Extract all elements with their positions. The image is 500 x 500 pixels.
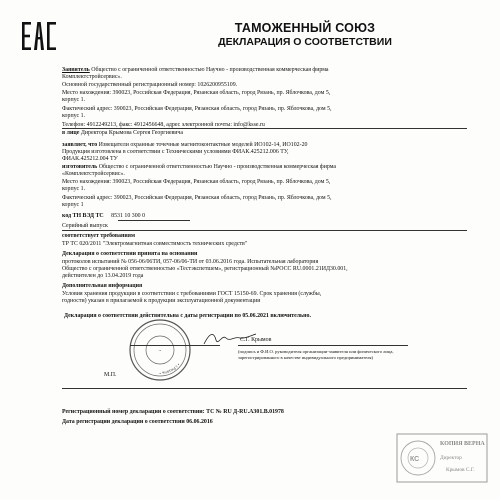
extra-storage-cont: годности) указан в прилагаемой к продукции эксплуатационной документации xyxy=(62,298,261,304)
extra-label: Дополнительная информация xyxy=(62,283,143,289)
copy-stamp-position: Директор xyxy=(440,455,462,461)
manufacturer-name-cont: «Комплектстройсервис». xyxy=(62,171,125,177)
release-type: Серийный выпуск xyxy=(62,223,108,229)
declares-label: заявляет, что xyxy=(62,142,98,148)
divider xyxy=(62,128,467,129)
declaration-title: ДЕКЛАРАЦИЯ О СООТВЕТСТВИИ xyxy=(218,36,392,48)
basis-protocols: протоколов испытаний № 056-06/06ТИ, 057-06/06-ТИ от 03.06.2016 года. Испытательная лаборатория xyxy=(62,259,319,265)
applicant-phone: Телефон: 4912249213, факс: 4912456648, адрес электронной почты: info@ksse.ru xyxy=(62,122,265,128)
registration-number-label: Регистрационный номер декларации о соответствии: xyxy=(62,409,205,415)
applicant-name: Общество с ограниченной ответственностью Научно - производственная коммерческая фирма xyxy=(91,67,329,73)
divider xyxy=(62,230,467,231)
registration-date: 06.06.2016 xyxy=(186,419,213,425)
registration-number-line xyxy=(62,409,284,416)
manufacturer-name: Общество с ограниченной ответственностью Научно - производственная коммерческая фирма xyxy=(98,164,337,170)
applicant-ogrn: Основной государственный регистрационный номер: 1026200955109. xyxy=(62,82,238,88)
compliance-label: соответствует требованиям xyxy=(62,233,135,239)
applicant-line xyxy=(62,67,329,74)
extra-storage: Условия хранения продукции в соответствии с требованиями ГОСТ 15150-69. Срок хранения (службы, xyxy=(62,291,322,297)
svg-text:~: ~ xyxy=(158,348,162,353)
declares-spec-cont: ФИАК.425212.004 ТУ xyxy=(62,156,118,162)
tnved-underline xyxy=(118,220,190,221)
tnved-line xyxy=(62,213,145,220)
manufacturer-actual-address-cont: корпус 1 xyxy=(62,202,84,208)
applicant-actual-address-cont: корпус 1. xyxy=(62,113,86,119)
applicant-location-cont: корпус 1. xyxy=(62,97,86,103)
svg-text:КС: КС xyxy=(410,456,420,463)
tnved-label: код ТН ВЭД ТС xyxy=(62,213,104,219)
person-prefix: в лице xyxy=(62,130,80,136)
basis-label: Декларация о соответствии принята на основании xyxy=(62,251,198,257)
declares-spec: Продукция изготовлена в соответствии с Техническими условиями ФИАК.425212.006 ТУ, xyxy=(62,149,289,155)
seal-ring-text: • г.Рязань • xyxy=(159,362,181,377)
tnved-value: 8531 10 300 0 xyxy=(111,213,146,219)
company-seal-icon xyxy=(128,318,192,382)
divider xyxy=(62,388,467,389)
manufacturer-location-cont: корпус 1. xyxy=(62,186,86,192)
copy-stamp-title: КОПИЯ ВЕРНА xyxy=(440,441,485,447)
person-name: Директора Крымова Сергея Георгиевича xyxy=(80,130,183,136)
applicant-label: Заявитель xyxy=(62,67,90,73)
declares-line xyxy=(62,142,307,149)
manufacturer-label: изготовитель xyxy=(62,164,98,170)
manufacturer-actual-address: Фактический адрес: 390023, Российская Федерация, Рязанская область, город Рязань, пр. Яблочкова, дом 5, xyxy=(62,195,332,201)
manufacturer-line xyxy=(62,164,336,171)
copy-certified-stamp-icon xyxy=(396,433,488,483)
validity-text: Декларация о соответствии действительна с даты регистрации по 05.06.2021 включительно. xyxy=(64,313,311,319)
applicant-person-line xyxy=(62,130,183,137)
signature-line xyxy=(130,345,220,346)
applicant-location: Место нахождения: 390023, Российская Федерация, Рязанская область, город Рязань, пр. Яблочкова, дом 5, xyxy=(62,90,331,96)
signature-caption-cont: зарегистрированного в качестве индивидуального предпринимателя) xyxy=(238,355,374,360)
registration-number: ТС № RU Д-RU.АЗ01.В.01978 xyxy=(206,409,284,415)
registration-date-label: Дата регистрации декларации о соответствии xyxy=(62,419,185,425)
eac-logo-icon xyxy=(22,22,56,50)
name-line xyxy=(238,345,408,346)
applicant-name-cont: Комплектстройсервис». xyxy=(62,74,122,80)
copy-stamp-name: Крымов С.Г. xyxy=(446,467,475,473)
registration-date-line xyxy=(62,419,213,426)
signature-caption: (подпись и Ф.И.О. руководителя организации-заявителя или физического лица, xyxy=(238,349,394,354)
compliance-value: ТР ТС 020/2011 "Электромагнитная совместимость технических средств" xyxy=(62,241,248,247)
stamp-place: М.П. xyxy=(104,372,117,378)
basis-validity: действителен до 13.04.2019 года xyxy=(62,273,144,279)
basis-lab: Общество с ограниченной ответственностью «Тестэкспетшем», регистрационный №РОСС RU.0001.21ИД30.001, xyxy=(62,266,348,272)
declares-product: Извещатели охранные точечные магнитоконтактные моделей ИО102-14, ИО102-20 xyxy=(98,142,308,148)
applicant-actual-address: Фактический адрес: 390023, Российская Федерация, Рязанская область, город Рязань, пр. Яблочкова, дом 5, xyxy=(62,106,332,112)
signer-name: С.Г. Крымов xyxy=(240,337,272,343)
manufacturer-location: Место нахождения: 390023, Российская Федерация, Рязанская область, город Рязань, пр. Яблочкова, дом 5, xyxy=(62,179,331,185)
union-title: ТАМОЖЕННЫЙ СОЮЗ xyxy=(234,21,376,35)
